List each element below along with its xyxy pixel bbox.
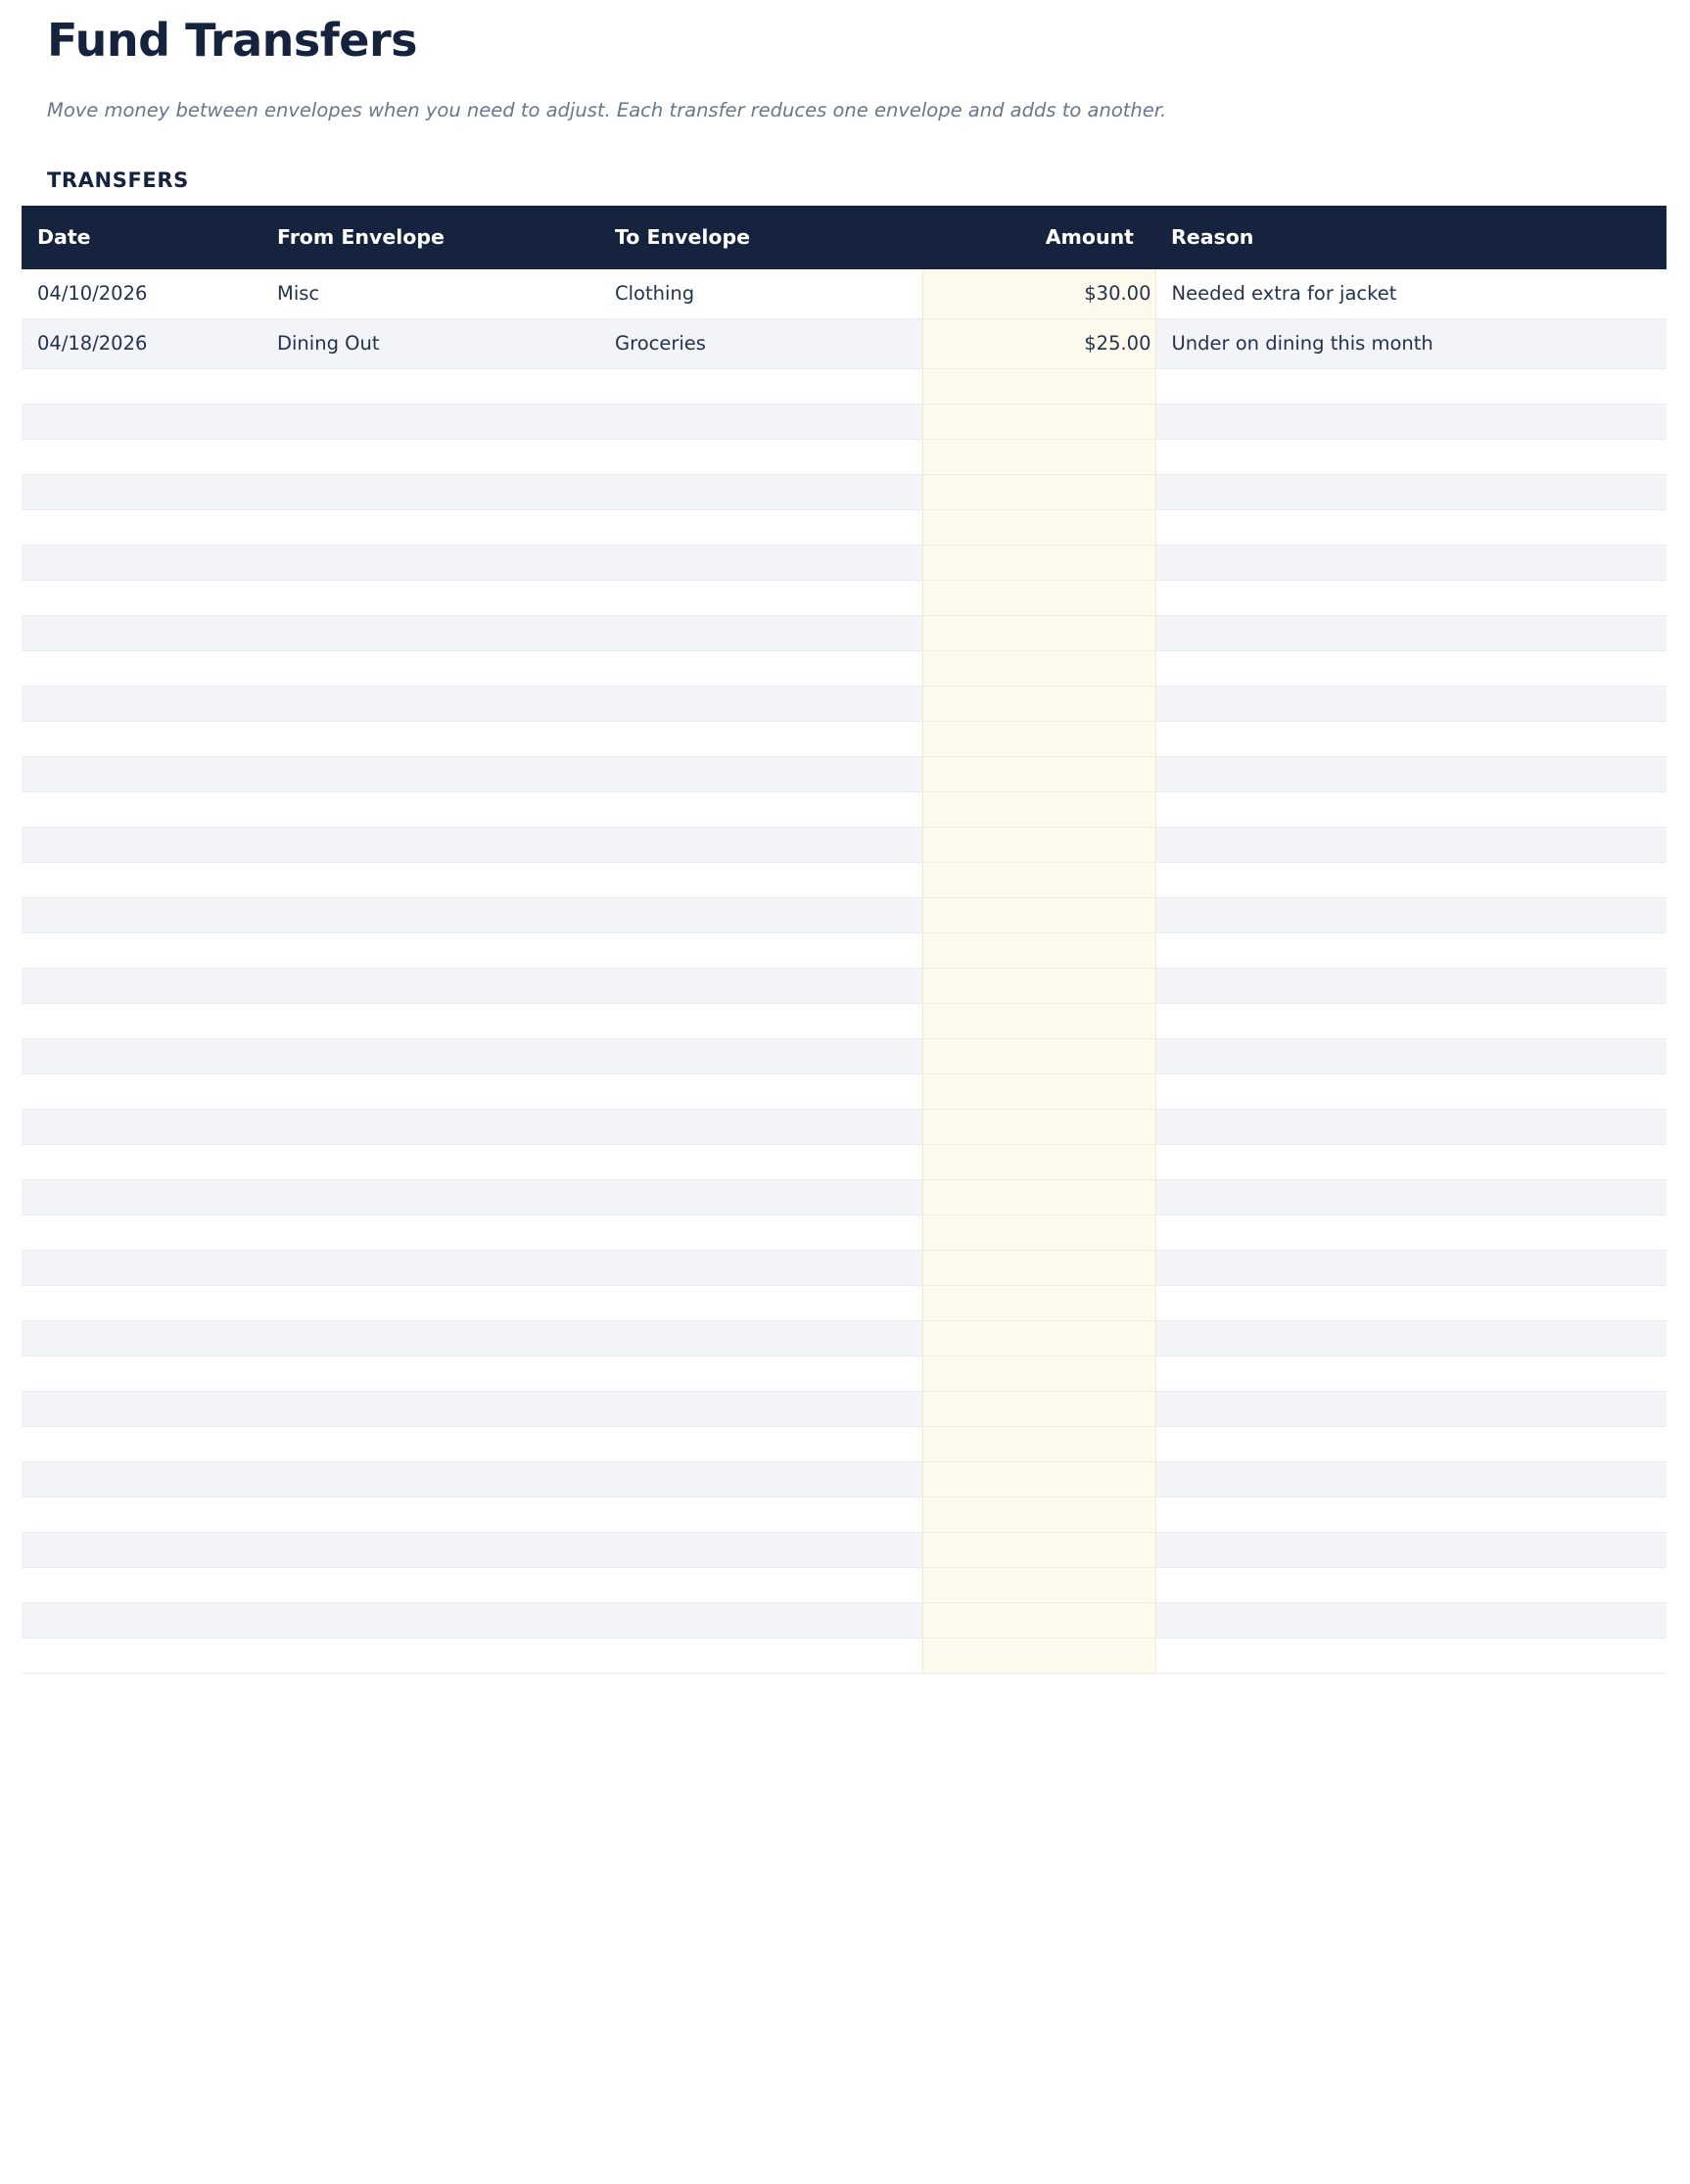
cell-from-envelope[interactable] (261, 369, 599, 404)
cell-date[interactable] (22, 1427, 261, 1462)
cell-reason[interactable] (1155, 792, 1667, 828)
table-row[interactable] (22, 1215, 1667, 1251)
cell-to-envelope[interactable] (599, 828, 922, 863)
cell-from-envelope[interactable] (261, 475, 599, 510)
cell-from-envelope[interactable] (261, 404, 599, 440)
cell-to-envelope[interactable] (599, 1110, 922, 1145)
cell-to-envelope[interactable] (599, 687, 922, 722)
cell-date[interactable] (22, 1603, 261, 1638)
table-row[interactable] (22, 1286, 1667, 1321)
cell-reason[interactable] (1155, 898, 1667, 933)
cell-reason[interactable] (1155, 1356, 1667, 1392)
cell-from-envelope[interactable] (261, 651, 599, 687)
table-row[interactable] (22, 1251, 1667, 1286)
table-row[interactable] (22, 1497, 1667, 1533)
cell-reason[interactable] (1155, 1497, 1667, 1533)
cell-amount[interactable] (922, 1462, 1155, 1497)
table-row[interactable] (22, 757, 1667, 792)
cell-to-envelope[interactable] (599, 933, 922, 969)
cell-from-envelope[interactable] (261, 969, 599, 1004)
cell-from-envelope[interactable] (261, 792, 599, 828)
transfers-table-header (22, 206, 1667, 269)
cell-date[interactable] (22, 1462, 261, 1497)
cell-amount[interactable] (922, 687, 1155, 722)
cell-from-envelope[interactable] (261, 1074, 599, 1110)
table-row[interactable] (22, 440, 1667, 475)
cell-to-envelope[interactable]: Groceries (599, 319, 922, 369)
cell-to-envelope[interactable] (599, 757, 922, 792)
cell-to-envelope[interactable] (599, 510, 922, 546)
cell-to-envelope[interactable] (599, 546, 922, 581)
table-row[interactable] (22, 1039, 1667, 1074)
cell-amount[interactable] (922, 1286, 1155, 1321)
cell-reason[interactable] (1155, 1251, 1667, 1286)
cell-from-envelope[interactable] (261, 1039, 599, 1074)
cell-to-envelope[interactable] (599, 1321, 922, 1356)
cell-date[interactable] (22, 581, 261, 616)
cell-date[interactable] (22, 1180, 261, 1215)
cell-amount[interactable] (922, 1533, 1155, 1568)
cell-date[interactable] (22, 792, 261, 828)
cell-date[interactable] (22, 1145, 261, 1180)
cell-from-envelope[interactable] (261, 510, 599, 546)
cell-from-envelope[interactable] (261, 828, 599, 863)
cell-date[interactable] (22, 440, 261, 475)
cell-from-envelope[interactable] (261, 581, 599, 616)
table-row[interactable] (22, 546, 1667, 581)
cell-amount[interactable] (922, 1215, 1155, 1251)
cell-to-envelope[interactable] (599, 369, 922, 404)
cell-amount[interactable] (922, 1321, 1155, 1356)
cell-reason[interactable] (1155, 1180, 1667, 1215)
cell-date[interactable] (22, 828, 261, 863)
cell-date[interactable] (22, 933, 261, 969)
table-row[interactable] (22, 319, 1667, 369)
table-header-row (22, 206, 1667, 269)
cell-to-envelope[interactable] (599, 1427, 922, 1462)
cell-date[interactable] (22, 1215, 261, 1251)
table-row[interactable] (22, 933, 1667, 969)
cell-date[interactable] (22, 1392, 261, 1427)
cell-from-envelope[interactable] (261, 1638, 599, 1674)
cell-to-envelope[interactable] (599, 1286, 922, 1321)
table-row[interactable] (22, 1568, 1667, 1603)
column-header-date: Date (22, 206, 261, 269)
cell-amount[interactable] (922, 1251, 1155, 1286)
cell-from-envelope[interactable] (261, 1180, 599, 1215)
table-row[interactable] (22, 863, 1667, 898)
cell-from-envelope[interactable] (261, 1392, 599, 1427)
transfers-table-body (22, 269, 1667, 1674)
cell-amount[interactable] (922, 1074, 1155, 1110)
cell-from-envelope[interactable] (261, 1004, 599, 1039)
cell-to-envelope[interactable] (599, 722, 922, 757)
column-header-from-envelope: From Envelope (261, 206, 599, 269)
cell-to-envelope[interactable] (599, 1638, 922, 1674)
cell-reason[interactable] (1155, 1533, 1667, 1568)
cell-reason[interactable] (1155, 581, 1667, 616)
cell-amount[interactable] (922, 651, 1155, 687)
cell-date[interactable] (22, 1074, 261, 1110)
cell-from-envelope[interactable] (261, 1215, 599, 1251)
cell-amount[interactable] (922, 1180, 1155, 1215)
cell-date[interactable] (22, 510, 261, 546)
cell-from-envelope[interactable] (261, 722, 599, 757)
cell-amount[interactable] (922, 1004, 1155, 1039)
cell-to-envelope[interactable] (599, 404, 922, 440)
cell-to-envelope[interactable] (599, 581, 922, 616)
cell-reason[interactable] (1155, 1568, 1667, 1603)
column-header-to-envelope: To Envelope (599, 206, 922, 269)
table-row[interactable] (22, 898, 1667, 933)
cell-date[interactable] (22, 1356, 261, 1392)
cell-date[interactable] (22, 722, 261, 757)
cell-from-envelope[interactable] (261, 1286, 599, 1321)
table-row[interactable] (22, 687, 1667, 722)
cell-amount[interactable] (922, 475, 1155, 510)
cell-date[interactable]: 04/10/2026 (22, 269, 261, 319)
cell-from-envelope[interactable] (261, 898, 599, 933)
cell-amount[interactable] (922, 828, 1155, 863)
cell-to-envelope[interactable] (599, 1145, 922, 1180)
cell-reason[interactable] (1155, 651, 1667, 687)
cell-reason[interactable] (1155, 440, 1667, 475)
cell-from-envelope[interactable]: Dining Out (261, 319, 599, 369)
cell-amount[interactable] (922, 546, 1155, 581)
cell-reason[interactable] (1155, 969, 1667, 1004)
cell-reason[interactable] (1155, 1286, 1667, 1321)
cell-from-envelope[interactable] (261, 1462, 599, 1497)
cell-reason[interactable] (1155, 475, 1667, 510)
cell-reason[interactable]: Needed extra for jacket (1155, 269, 1667, 319)
cell-amount[interactable] (922, 1356, 1155, 1392)
cell-amount[interactable] (922, 1110, 1155, 1145)
cell-to-envelope[interactable] (599, 1004, 922, 1039)
cell-to-envelope[interactable] (599, 475, 922, 510)
table-row[interactable] (22, 475, 1667, 510)
cell-from-envelope[interactable] (261, 933, 599, 969)
cell-date[interactable] (22, 863, 261, 898)
cell-date[interactable] (22, 1110, 261, 1145)
cell-date[interactable] (22, 898, 261, 933)
cell-reason[interactable] (1155, 1215, 1667, 1251)
table-row[interactable] (22, 1004, 1667, 1039)
cell-from-envelope[interactable] (261, 546, 599, 581)
cell-reason[interactable]: Under on dining this month (1155, 319, 1667, 369)
cell-date[interactable] (22, 687, 261, 722)
cell-reason[interactable] (1155, 1392, 1667, 1427)
table-row[interactable] (22, 722, 1667, 757)
cell-to-envelope[interactable] (599, 1392, 922, 1427)
cell-date[interactable] (22, 1533, 261, 1568)
table-row[interactable] (22, 581, 1667, 616)
cell-to-envelope[interactable] (599, 1603, 922, 1638)
cell-from-envelope[interactable] (261, 757, 599, 792)
table-row[interactable] (22, 1110, 1667, 1145)
cell-date[interactable]: 04/18/2026 (22, 319, 261, 369)
table-row[interactable] (22, 651, 1667, 687)
cell-amount[interactable] (922, 440, 1155, 475)
cell-date[interactable] (22, 616, 261, 651)
cell-reason[interactable] (1155, 1462, 1667, 1497)
column-header-reason: Reason (1155, 206, 1667, 269)
table-row[interactable] (22, 1638, 1667, 1674)
cell-from-envelope[interactable] (261, 1145, 599, 1180)
cell-reason[interactable] (1155, 1110, 1667, 1145)
cell-to-envelope[interactable] (599, 969, 922, 1004)
cell-reason[interactable] (1155, 546, 1667, 581)
table-row[interactable] (22, 404, 1667, 440)
cell-reason[interactable] (1155, 1638, 1667, 1674)
column-header-amount: Amount (922, 206, 1155, 269)
table-row[interactable] (22, 1321, 1667, 1356)
cell-to-envelope[interactable] (599, 1251, 922, 1286)
table-row[interactable] (22, 510, 1667, 546)
cell-from-envelope[interactable] (261, 1356, 599, 1392)
cell-to-envelope[interactable] (599, 440, 922, 475)
table-row[interactable] (22, 1603, 1667, 1638)
cell-reason[interactable] (1155, 1603, 1667, 1638)
cell-to-envelope[interactable] (599, 1356, 922, 1392)
cell-amount[interactable] (922, 1497, 1155, 1533)
cell-amount[interactable] (922, 581, 1155, 616)
cell-reason[interactable] (1155, 369, 1667, 404)
cell-from-envelope[interactable] (261, 1568, 599, 1603)
cell-date[interactable] (22, 757, 261, 792)
cell-to-envelope[interactable] (599, 863, 922, 898)
cell-amount[interactable] (922, 1392, 1155, 1427)
cell-amount[interactable] (922, 863, 1155, 898)
cell-reason[interactable] (1155, 933, 1667, 969)
cell-to-envelope[interactable] (599, 1568, 922, 1603)
cell-reason[interactable] (1155, 863, 1667, 898)
cell-amount[interactable] (922, 369, 1155, 404)
cell-reason[interactable] (1155, 1004, 1667, 1039)
cell-from-envelope[interactable] (261, 616, 599, 651)
cell-to-envelope[interactable] (599, 651, 922, 687)
cell-from-envelope[interactable] (261, 863, 599, 898)
cell-reason[interactable] (1155, 616, 1667, 651)
cell-amount[interactable] (922, 1603, 1155, 1638)
cell-date[interactable] (22, 1638, 261, 1674)
cell-to-envelope[interactable] (599, 1180, 922, 1215)
table-row[interactable] (22, 269, 1667, 319)
transfers-table (22, 206, 1667, 1674)
page-subtitle: Move money between envelopes when you need to adjust. Each transfer reduces one envelope and adds to another. (47, 99, 1167, 122)
cell-amount[interactable] (922, 722, 1155, 757)
cell-reason[interactable] (1155, 1145, 1667, 1180)
cell-reason[interactable] (1155, 1321, 1667, 1356)
table-row[interactable] (22, 616, 1667, 651)
cell-from-envelope[interactable]: Misc (261, 269, 599, 319)
table-row[interactable] (22, 1145, 1667, 1180)
cell-amount[interactable] (922, 616, 1155, 651)
cell-to-envelope[interactable] (599, 1039, 922, 1074)
cell-from-envelope[interactable] (261, 1110, 599, 1145)
table-row[interactable] (22, 1462, 1667, 1497)
cell-to-envelope[interactable] (599, 792, 922, 828)
cell-date[interactable] (22, 1568, 261, 1603)
cell-date[interactable] (22, 546, 261, 581)
cell-amount[interactable] (922, 1427, 1155, 1462)
section-label-transfers: TRANSFERS (47, 168, 189, 193)
table-row[interactable] (22, 1180, 1667, 1215)
cell-amount[interactable] (922, 1638, 1155, 1674)
cell-reason[interactable] (1155, 510, 1667, 546)
table-row[interactable] (22, 1533, 1667, 1568)
cell-amount[interactable] (922, 898, 1155, 933)
table-row[interactable] (22, 1074, 1667, 1110)
cell-from-envelope[interactable] (261, 687, 599, 722)
cell-amount[interactable] (922, 933, 1155, 969)
cell-from-envelope[interactable] (261, 1251, 599, 1286)
cell-date[interactable] (22, 651, 261, 687)
cell-to-envelope[interactable] (599, 616, 922, 651)
cell-reason[interactable] (1155, 404, 1667, 440)
cell-reason[interactable] (1155, 687, 1667, 722)
cell-reason[interactable] (1155, 757, 1667, 792)
cell-from-envelope[interactable] (261, 440, 599, 475)
cell-reason[interactable] (1155, 1039, 1667, 1074)
page-title: Fund Transfers (47, 14, 418, 67)
cell-reason[interactable] (1155, 828, 1667, 863)
table-row[interactable] (22, 1427, 1667, 1462)
cell-to-envelope[interactable] (599, 1497, 922, 1533)
cell-reason[interactable] (1155, 1427, 1667, 1462)
cell-amount[interactable] (922, 757, 1155, 792)
cell-from-envelope[interactable] (261, 1427, 599, 1462)
cell-amount[interactable]: $25.00 (922, 319, 1155, 369)
table-row[interactable] (22, 1356, 1667, 1392)
cell-date[interactable] (22, 369, 261, 404)
table-row[interactable] (22, 828, 1667, 863)
cell-date[interactable] (22, 1321, 261, 1356)
cell-amount[interactable] (922, 792, 1155, 828)
document-page (0, 8, 1690, 1674)
cell-from-envelope[interactable] (261, 1533, 599, 1568)
cell-date[interactable] (22, 475, 261, 510)
cell-reason[interactable] (1155, 1074, 1667, 1110)
cell-amount[interactable] (922, 969, 1155, 1004)
cell-to-envelope[interactable] (599, 1533, 922, 1568)
cell-amount[interactable] (922, 1145, 1155, 1180)
cell-date[interactable] (22, 1497, 261, 1533)
cell-amount[interactable] (922, 1568, 1155, 1603)
cell-to-envelope[interactable] (599, 1215, 922, 1251)
cell-amount[interactable] (922, 404, 1155, 440)
cell-from-envelope[interactable] (261, 1497, 599, 1533)
cell-to-envelope[interactable] (599, 1074, 922, 1110)
cell-date[interactable] (22, 1251, 261, 1286)
cell-from-envelope[interactable] (261, 1603, 599, 1638)
cell-date[interactable] (22, 969, 261, 1004)
cell-to-envelope[interactable] (599, 1462, 922, 1497)
cell-to-envelope[interactable]: Clothing (599, 269, 922, 319)
cell-amount[interactable] (922, 1039, 1155, 1074)
table-row[interactable] (22, 969, 1667, 1004)
table-row[interactable] (22, 1392, 1667, 1427)
table-row[interactable] (22, 792, 1667, 828)
cell-date[interactable] (22, 1004, 261, 1039)
cell-reason[interactable] (1155, 722, 1667, 757)
cell-date[interactable] (22, 404, 261, 440)
cell-amount[interactable]: $30.00 (922, 269, 1155, 319)
cell-date[interactable] (22, 1039, 261, 1074)
table-row[interactable] (22, 369, 1667, 404)
cell-to-envelope[interactable] (599, 898, 922, 933)
cell-from-envelope[interactable] (261, 1321, 599, 1356)
cell-date[interactable] (22, 1286, 261, 1321)
cell-amount[interactable] (922, 510, 1155, 546)
